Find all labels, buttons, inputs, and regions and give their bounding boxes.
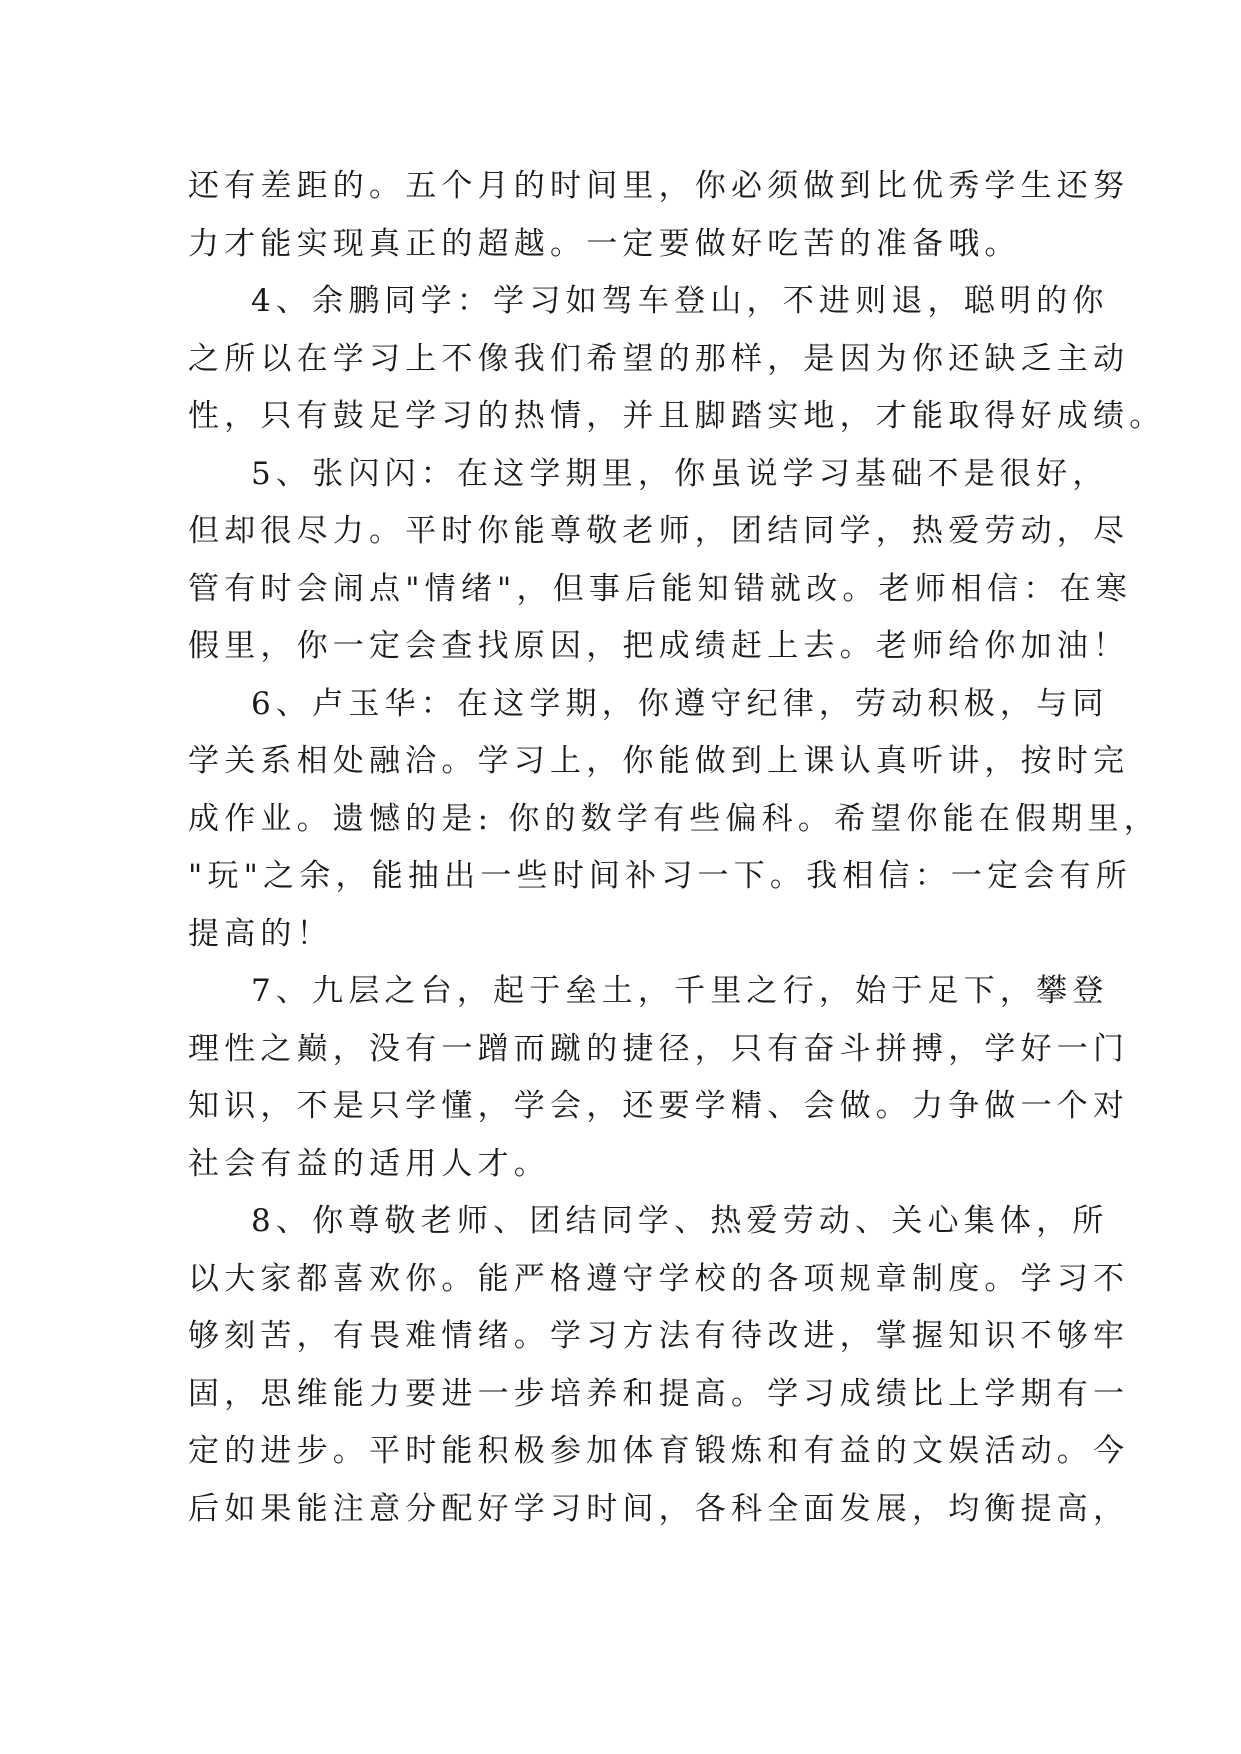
text-line: 5、张闪闪：在这学期里，你虽说学习基础不是很好， xyxy=(251,455,1109,492)
text-line: 8、你尊敬老师、团结同学、热爱劳动、关心集体，所 xyxy=(251,1203,1109,1239)
text-line: 以大家都喜欢你。能严格遵守学校的各项规章制度。学习不 xyxy=(188,1260,1130,1297)
text-line: 够刻苦，有畏难情绪。学习方法有待改进，掌握知识不够牢 xyxy=(188,1318,1130,1354)
text-line: 知识，不是只学懂，学会，还要学精、会做。力争做一个对 xyxy=(188,1088,1130,1124)
text-line: 4、余鹏同学：学习如驾车登山，不进则退，聪明的你 xyxy=(251,283,1109,319)
text-line: 还有差距的。五个月的时间里，你必须做到比优秀学生还努 xyxy=(188,168,1130,204)
text-line: 成作业。遗憾的是: 你的数学有些偏科。希望你能在假期里， xyxy=(188,800,1160,837)
text-line: 之所以在学习上不像我们希望的那样，是因为你还缺乏主动 xyxy=(188,340,1130,377)
text-line: 但却很尽力。平时你能尊敬老师，团结同学，热爱劳动，尽 xyxy=(188,513,1130,549)
text-line: 力才能实现真正的超越。一定要做好吃苦的准备哦。 xyxy=(188,225,1021,262)
text-line: 管有时会闹点"情绪"，但事后能知错就改。老师相信：在寒 xyxy=(188,570,1132,607)
text-line: 理性之巅，没有一蹭而蹴的捷径，只有奋斗拼搏，学好一门 xyxy=(188,1030,1130,1067)
text-line: 学关系相处融洽。学习上，你能做到上课认真听讲，按时完 xyxy=(188,743,1130,779)
text-line: 7、九层之台，起于垒土，千里之行，始于足下，攀登 xyxy=(251,973,1109,1009)
text-line: 性，只有鼓足学习的热情，并且脚踏实地，才能取得好成绩。 xyxy=(188,398,1166,434)
text-line: 后如果能注意分配好学习时间，各科全面发展，均衡提高， xyxy=(188,1490,1130,1527)
text-line: "玩"之余，能抽出一些时间补习一下。我相信：一定会有所 xyxy=(188,858,1132,894)
text-line: 社会有益的适用人才。 xyxy=(188,1145,550,1182)
text-line: 定的进步。平时能积极参加体育锻炼和有益的文娱活动。今 xyxy=(188,1433,1130,1469)
text-line: 固，思维能力要进一步培养和提高。学习成绩比上学期有一 xyxy=(188,1375,1130,1412)
text-line: 假里，你一定会查找原因，把成绩赶上去。老师给你加油！ xyxy=(188,628,1130,664)
text-line: 提高的！ xyxy=(188,915,333,952)
text-line: 6、卢玉华：在这学期，你遵守纪律，劳动积极，与同 xyxy=(251,685,1109,722)
document-body xyxy=(188,158,1166,1538)
